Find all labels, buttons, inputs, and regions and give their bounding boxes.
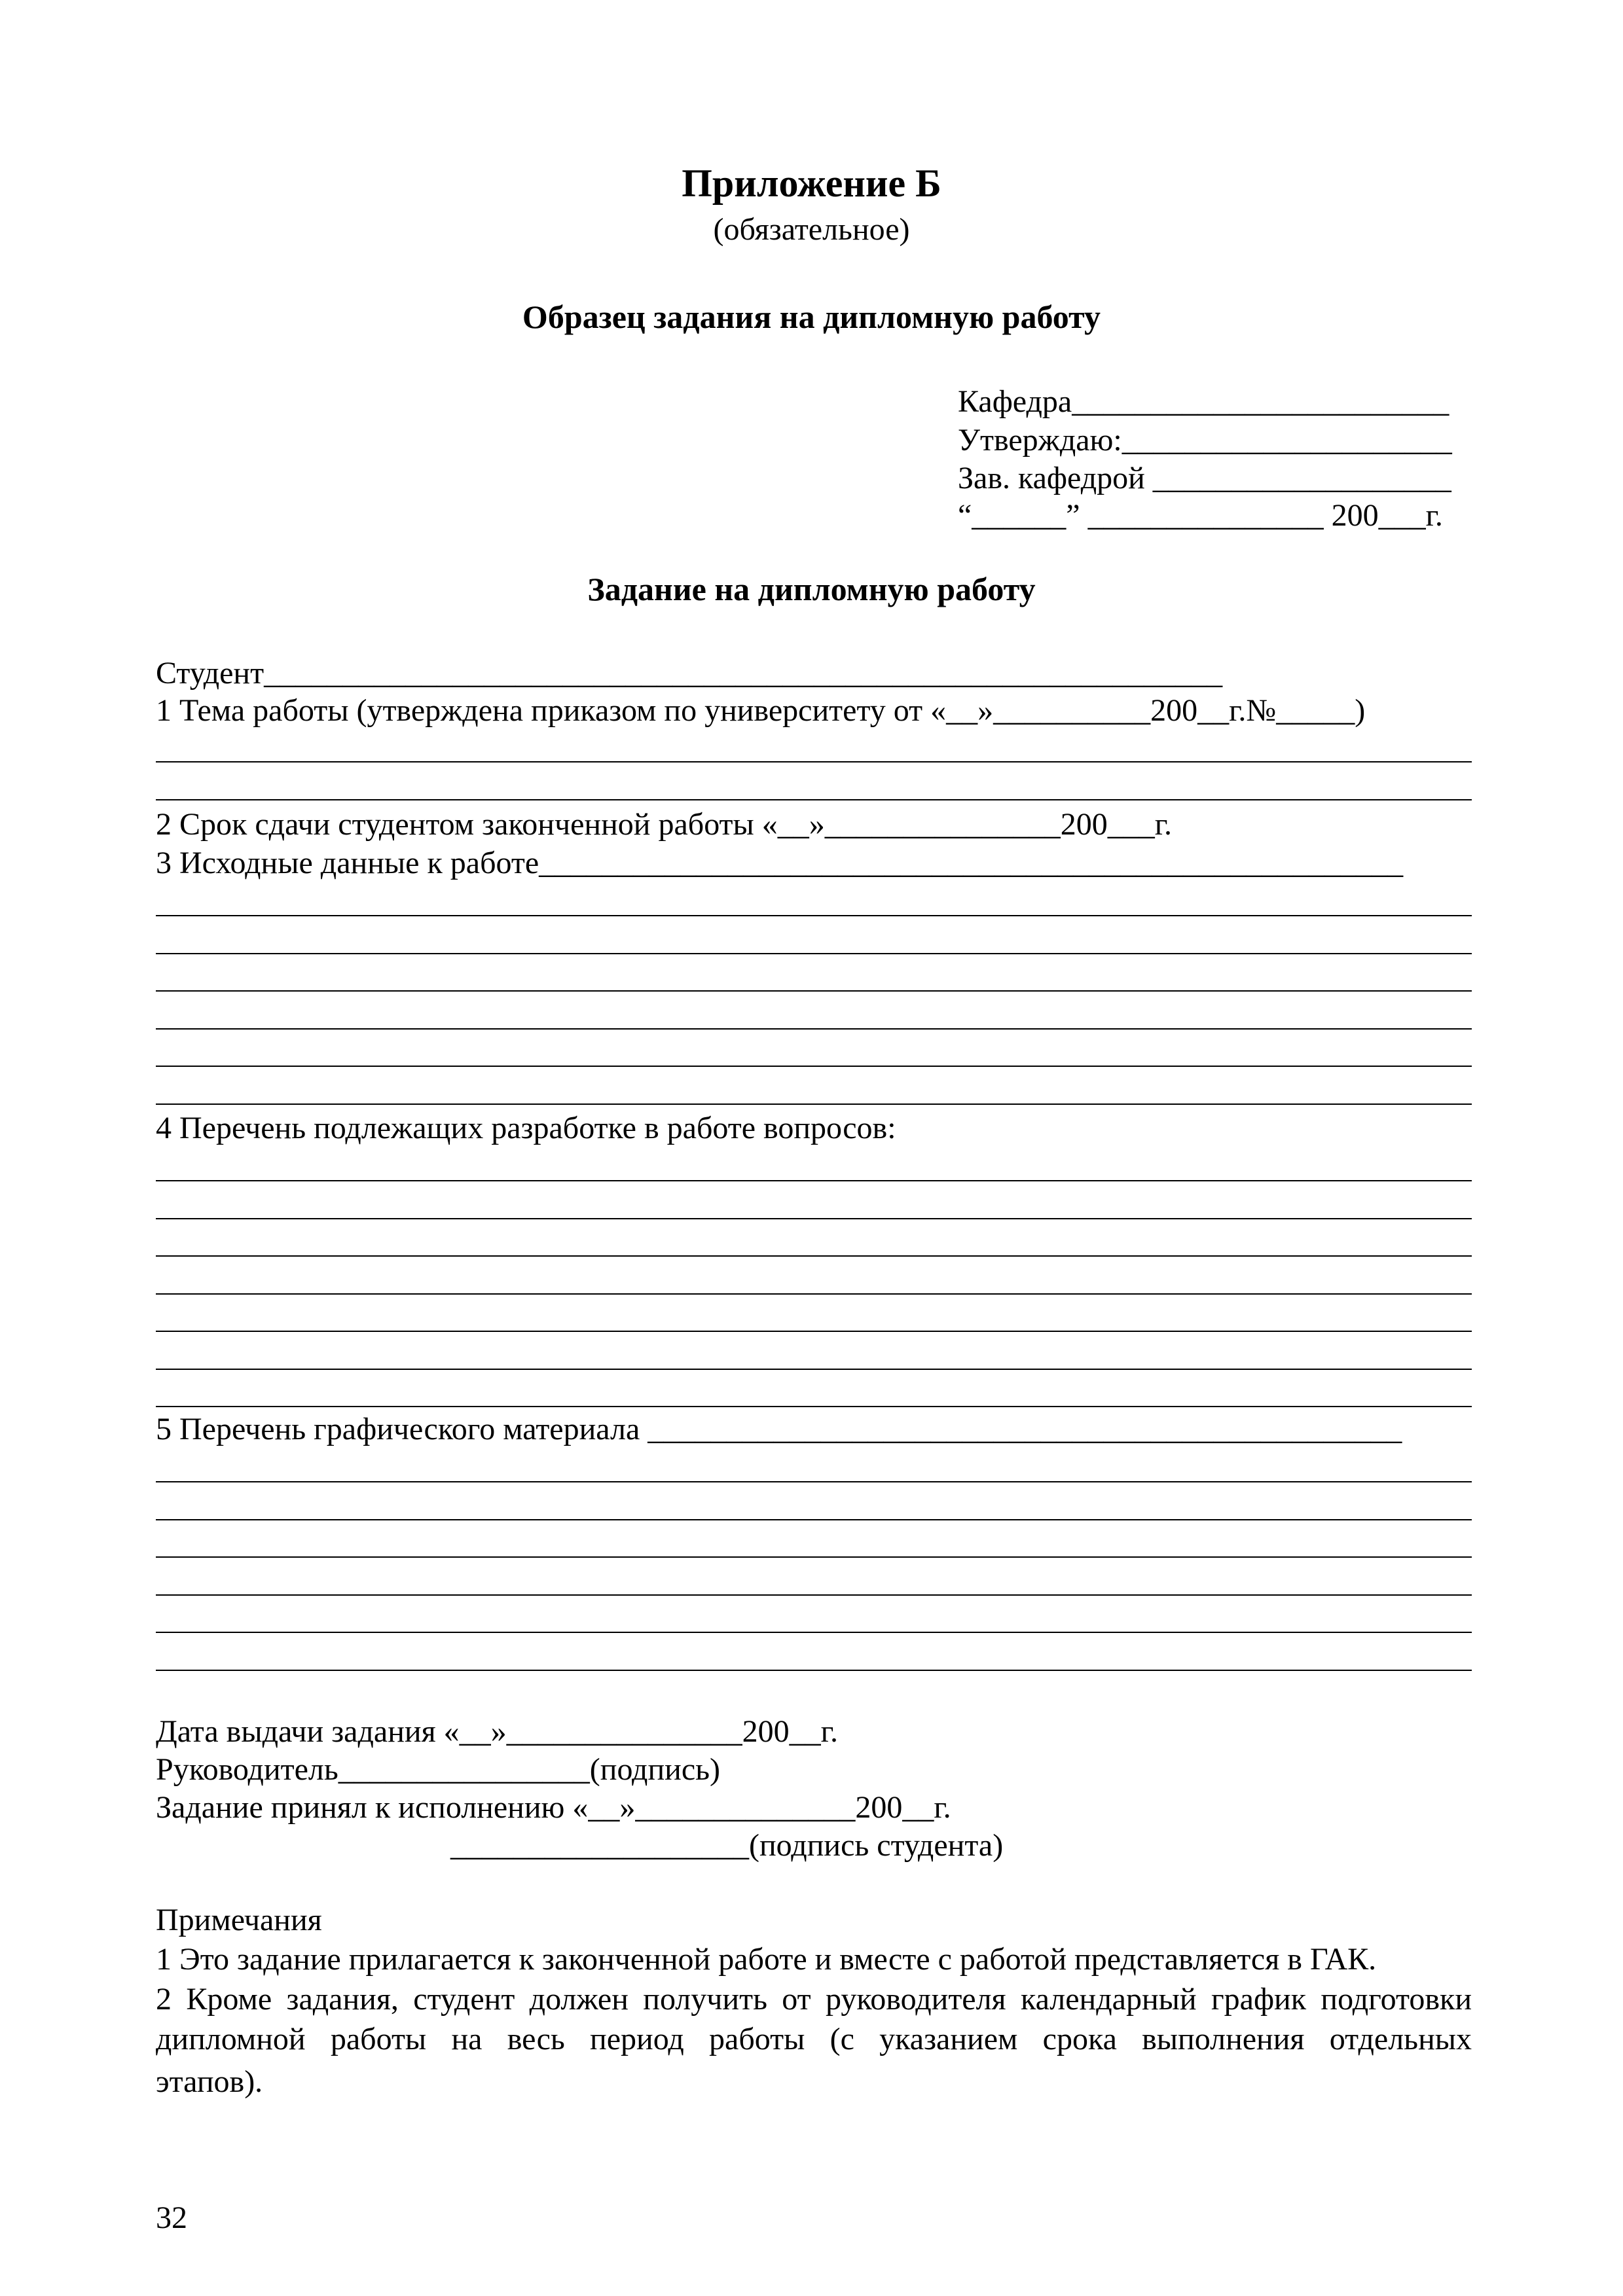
blank-line (156, 1369, 1472, 1370)
initial-data-field: 3 Исходные данные к работе_______________________________________________________ (156, 846, 1404, 880)
note-1: 1 Это задание прилагается к законченной работе и вместе с работой представляется в ГАК. (156, 1942, 1377, 1977)
appendix-subtitle: (обязательное) (713, 212, 910, 247)
blank-line (156, 799, 1472, 800)
blank-line (156, 1556, 1472, 1558)
blank-line (156, 953, 1472, 954)
head-of-department-line: Зав. кафедрой ___________________ (958, 461, 1451, 495)
blank-line (156, 761, 1472, 762)
blank-line (156, 1481, 1472, 1482)
blank-line (156, 1180, 1472, 1181)
appendix-title: Приложение Б (682, 162, 941, 205)
approval-date-line: “______” _______________ 200___г. (958, 498, 1443, 533)
blank-line (156, 915, 1472, 916)
accepted-line: Задание принял к исполнению «__»______________200__г. (156, 1790, 951, 1825)
department-line: Кафедра________________________ (958, 384, 1450, 419)
note-2-line-2: дипломной работы на весь период работы (с указанием срока выполнения отдельных (156, 2022, 1472, 2056)
blank-line (156, 1028, 1472, 1030)
notes-heading: Примечания (156, 1903, 322, 1937)
approve-line: Утверждаю:_____________________ (958, 423, 1452, 457)
blank-line (156, 1632, 1472, 1633)
blank-line (156, 1519, 1472, 1520)
supervisor-line: Руководитель________________(подпись) (156, 1752, 721, 1787)
topic-field: 1 Тема работы (утверждена приказом по университету от «__»__________200__г.№_____) (156, 693, 1366, 728)
blank-line (156, 1066, 1472, 1067)
page-number: 32 (156, 2200, 187, 2235)
task-title: Задание на дипломную работу (587, 571, 1036, 607)
issue-date-line: Дата выдачи задания «__»_______________200__г. (156, 1714, 838, 1749)
questions-field: 4 Перечень подлежащих разработке в работе вопросов: (156, 1111, 896, 1145)
blank-line (156, 1406, 1472, 1407)
deadline-field: 2 Срок сдачи студентом законченной работы «__»_______________200___г. (156, 807, 1173, 842)
student-field: Студент_____________________________________________________________ (156, 656, 1223, 691)
blank-line (156, 1331, 1472, 1332)
blank-line (156, 1218, 1472, 1219)
blank-line (156, 1670, 1472, 1671)
blank-line (156, 1255, 1472, 1257)
graphics-field: 5 Перечень графического материала ________________________________________________ (156, 1412, 1402, 1446)
blank-line (156, 1103, 1472, 1105)
appendix-heading: Образец задания на дипломную работу (522, 298, 1101, 335)
note-2-line-1: 2 Кроме задания, студент должен получить от руководителя календарный график подготовки (156, 1982, 1472, 2017)
note-2-line-3: этапов). (156, 2064, 263, 2099)
student-signature-line: ___________________(подпись студента) (450, 1828, 1004, 1863)
blank-line (156, 1594, 1472, 1596)
blank-line (156, 1293, 1472, 1295)
blank-line (156, 990, 1472, 992)
